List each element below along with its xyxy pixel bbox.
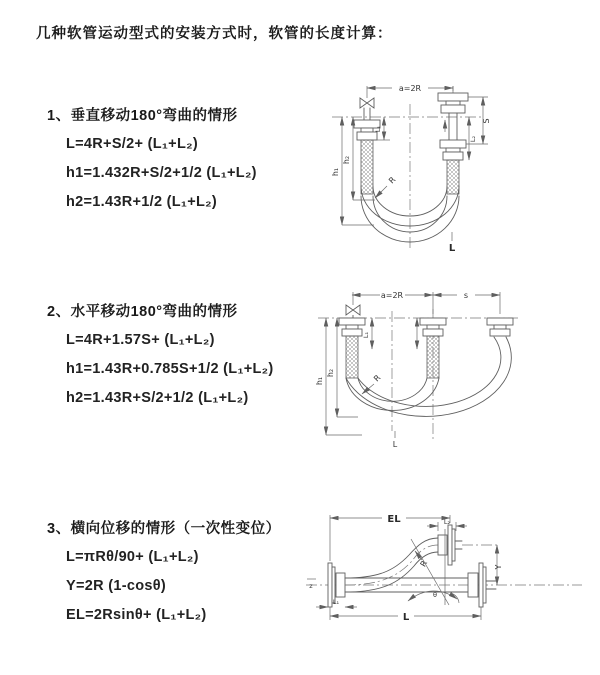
middle-pipe-assembly xyxy=(420,318,446,378)
section-1 xyxy=(47,104,257,212)
formula-3-EL: EL=2Rsinθ+ (L₁+L₂) xyxy=(66,607,207,623)
formula-3-L: L=πRθ/90+ (L₁+L₂) xyxy=(66,549,199,565)
formula-3-Y: Y=2R (1-cosθ) xyxy=(66,578,166,594)
dim-label-L2: L₂ xyxy=(443,518,451,526)
dim-label-h2: h₂ xyxy=(326,368,335,378)
section-1-heading: 1、垂直移动180°弯曲的情形 xyxy=(47,108,238,124)
dim-label-S: S xyxy=(482,118,491,124)
formula-2-h1: h1=1.43R+0.785S+1/2 (L₁+L₂) xyxy=(66,361,274,377)
dim-label-R: R xyxy=(418,559,430,569)
dim-label-s: s xyxy=(463,291,469,300)
dim-label-a2R: a=2R xyxy=(380,291,404,300)
dim-label-h1: h₁ xyxy=(315,376,324,386)
diagram-lateral-displacement xyxy=(298,503,600,649)
dim-label-L1: L₁ xyxy=(332,598,340,606)
formula-1-h2: h2=1.43R+1/2 (L₁+L₂) xyxy=(66,194,218,210)
axis-mark-z: z xyxy=(309,582,313,590)
dim-label-R: R xyxy=(387,175,398,186)
dim-label-L-total: L xyxy=(392,440,398,449)
dim-label-L1: L₁ xyxy=(374,125,382,133)
dim-label-theta: θ xyxy=(433,591,437,599)
dim-label-L-total: L xyxy=(448,243,456,254)
left-pipe-assembly xyxy=(339,318,365,378)
dim-label-h1: h₁ xyxy=(331,167,340,177)
dim-label-L2: L₂ xyxy=(469,135,477,143)
section-2-heading: 2、水平移动180°弯曲的情形 xyxy=(47,304,238,320)
section-2 xyxy=(47,300,274,408)
formula-1-L: L=4R+S/2+ (L₁+L₂) xyxy=(66,136,198,152)
dim-label-Y: Y xyxy=(494,564,503,570)
diagram-horizontal-180-bend xyxy=(310,281,598,477)
left-pipe-assembly xyxy=(354,108,380,194)
valve-icon xyxy=(360,98,374,108)
dim-label-EL: EL xyxy=(387,514,401,525)
formula-2-L: L=4R+1.57S+ (L₁+L₂) xyxy=(66,332,215,348)
page-title: 几种软管运动型式的安装方式时，软管的长度计算： xyxy=(36,26,393,42)
section-3 xyxy=(47,517,281,625)
dim-label-L1: L₁ xyxy=(362,331,370,339)
formula-1-h1: h1=1.432R+S/2+1/2 (L₁+L₂) xyxy=(66,165,257,181)
right-pipe-assembly xyxy=(487,318,513,336)
diagram-vertical-180-bend xyxy=(312,64,594,256)
formula-2-h2: h2=1.43R+S/2+1/2 (L₁+L₂) xyxy=(66,390,249,406)
dim-label-h2: h₂ xyxy=(342,155,351,165)
section-3-heading: 3、横向位移的情形（一次性变位） xyxy=(47,521,281,537)
dim-label-L-total: L xyxy=(402,612,410,623)
dim-label-R: R xyxy=(372,373,383,384)
valve-icon xyxy=(346,305,360,318)
right-pipe-assembly xyxy=(438,86,468,194)
dim-label-a2R: a=2R xyxy=(398,84,422,93)
